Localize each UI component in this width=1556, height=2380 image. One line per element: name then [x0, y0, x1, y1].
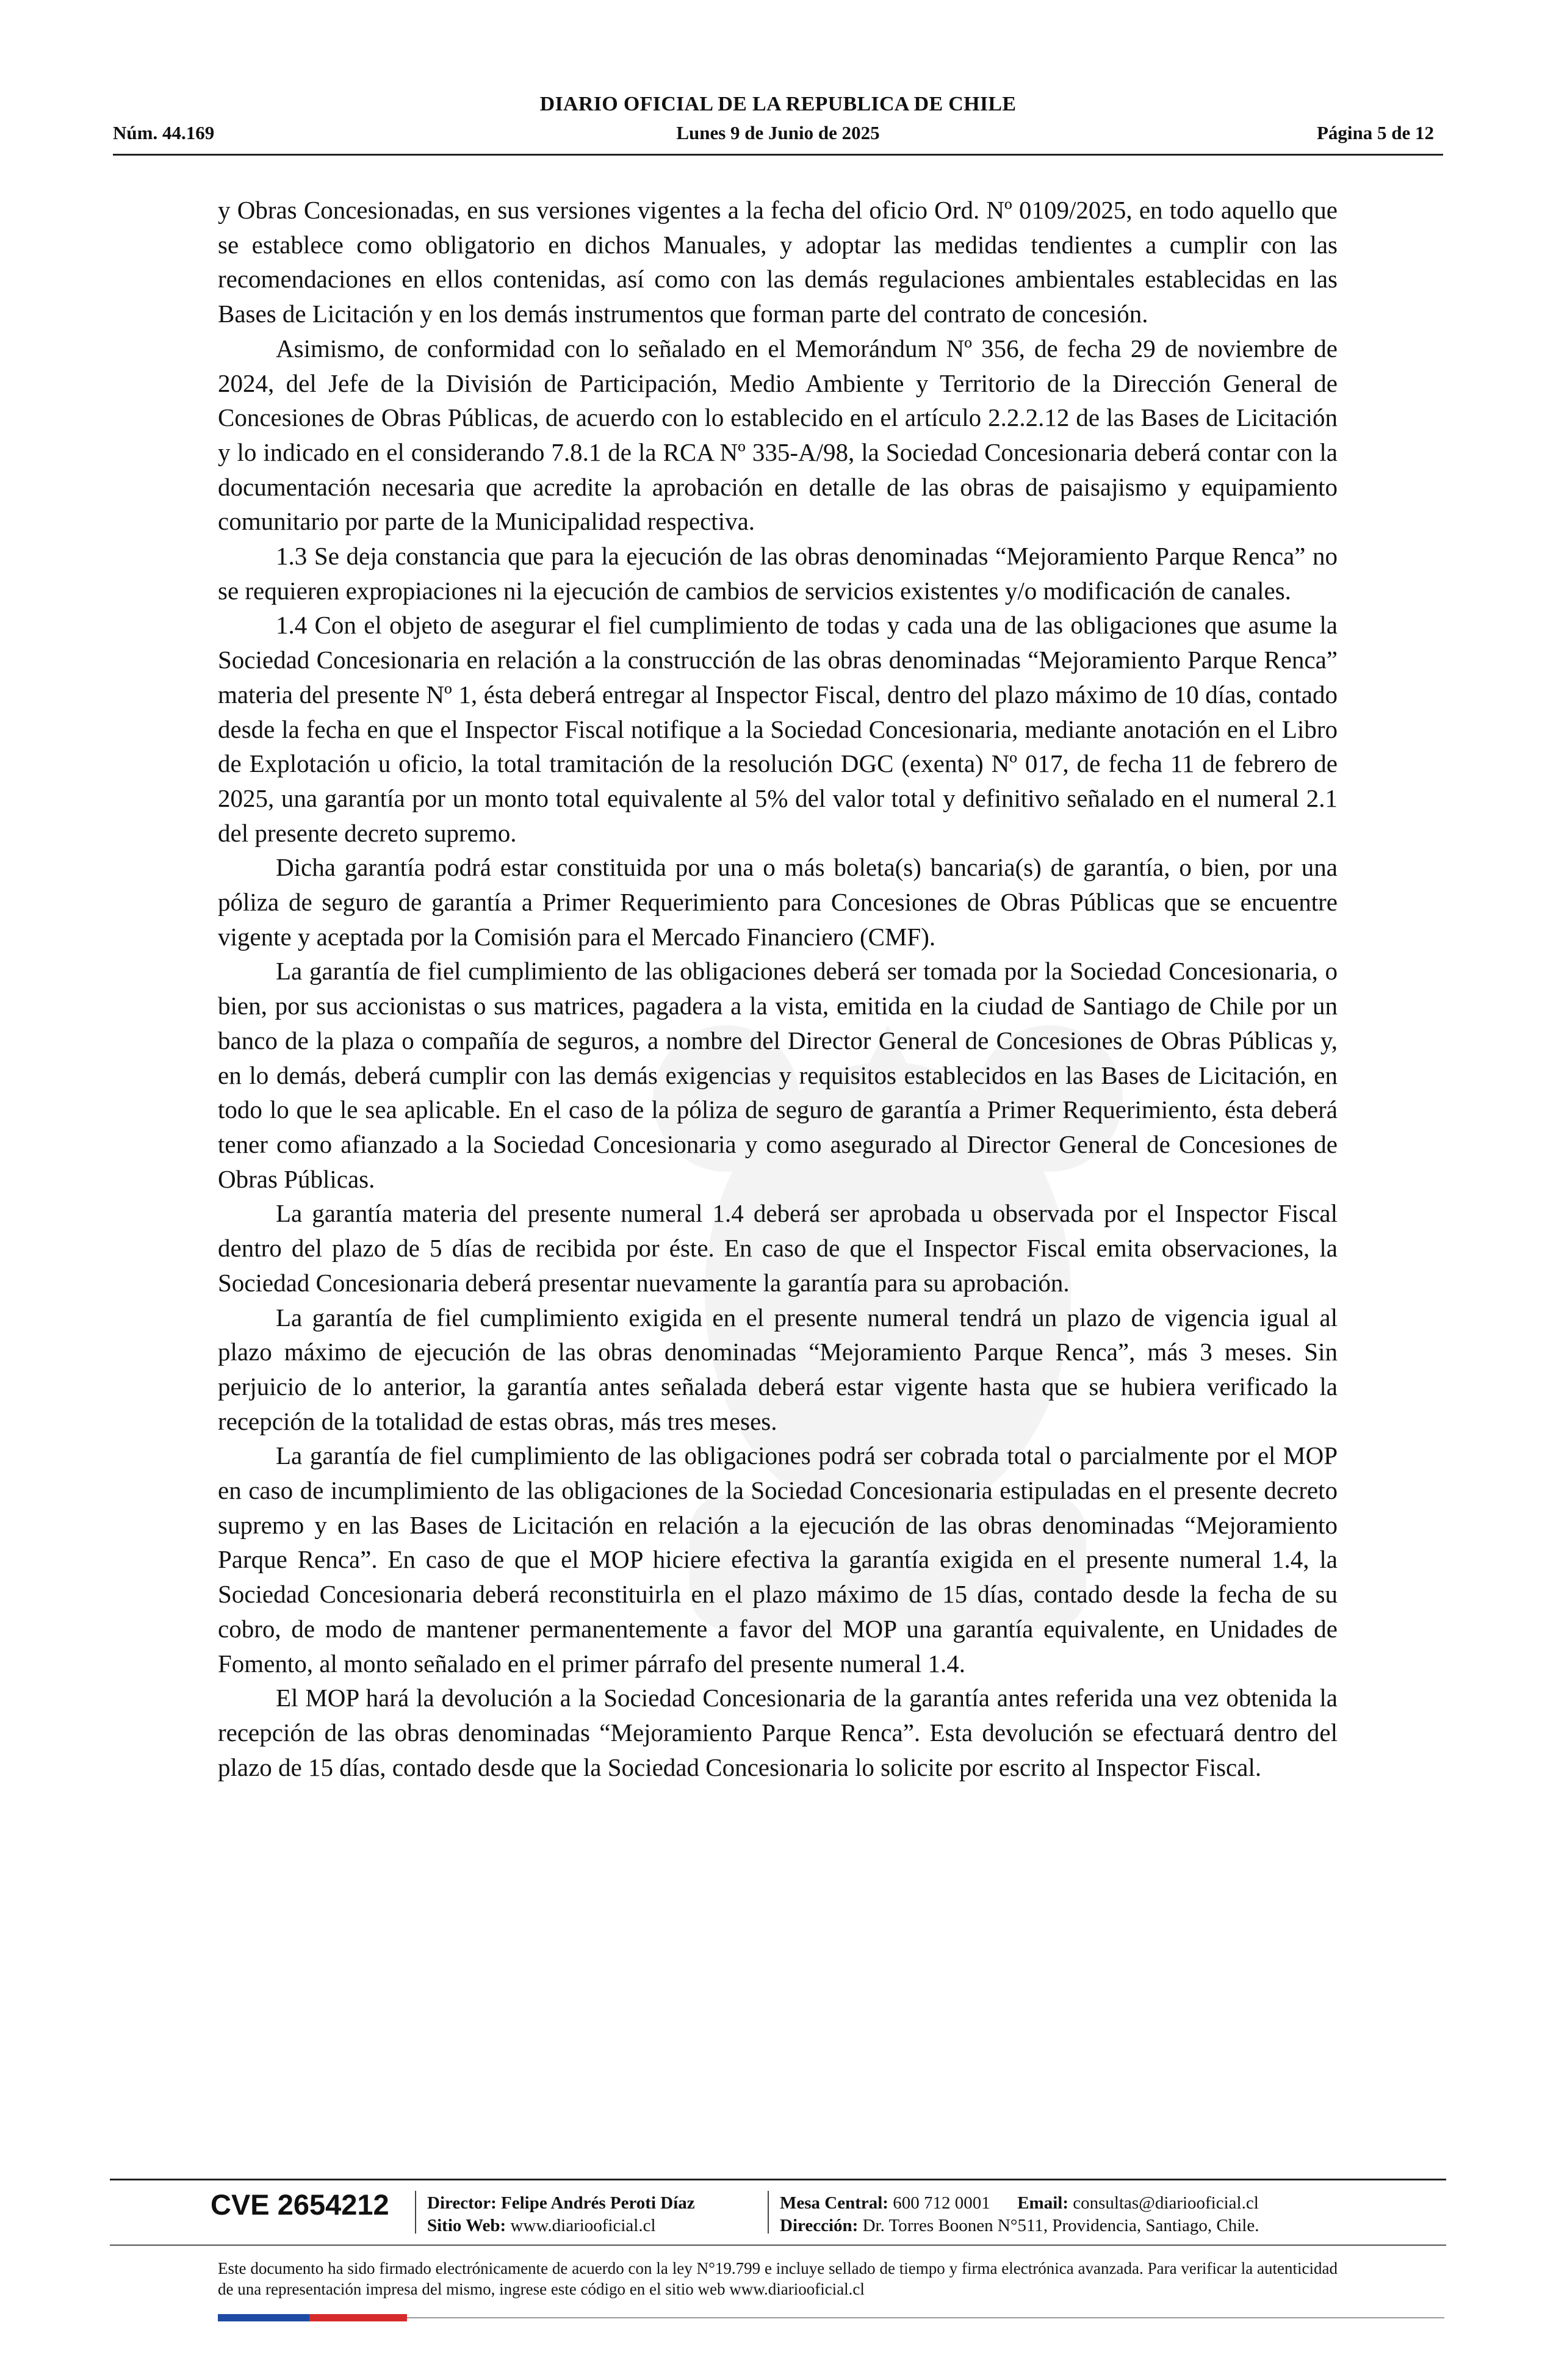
- paragraph: El MOP hará la devolución a la Sociedad Concesionaria de la garantía antes referida una vez obtenida la recepción de las obras denominadas “Mejoramiento Parque Renca”. Esta devolución se efectuará dentro del plazo de 15 días, contado desde que la Sociedad Concesionaria lo solicite por escrito al Inspector Fiscal.: [218, 1684, 1338, 1781]
- footer-separator: [768, 2191, 769, 2234]
- address-label: Dirección:: [780, 2216, 859, 2235]
- paragraph: Asimismo, de conformidad con lo señalado en el Memorándum Nº 356, de fecha 29 de noviembre de 2024, del Jefe de la División de Participación, Medio Ambiente y Territorio de la Dirección General de Concesiones de Obras Públicas, de acuerdo con lo establecido en el artículo 2.2.2.12 de las Bases de Licitación y lo indicado en el considerando 7.8.1 de la RCA Nº 335-A/98, la Sociedad Concesionaria deberá contar con la documentación necesaria que acredite la aprobación en detalle de las obras de paisajismo y equipamiento comunitario por parte de la Municipalidad respectiva.: [218, 334, 1338, 536]
- mesa-phone: 600 712 0001: [893, 2193, 990, 2213]
- director-name: Felipe Andrés Peroti Díaz: [501, 2193, 695, 2213]
- director-label: Director:: [427, 2193, 497, 2213]
- website-link[interactable]: www.diariooficial.cl: [510, 2216, 656, 2235]
- legal-notice: Este documento ha sido firmado electrónicamente de acuerdo con la ley N°19.799 e incluye sellado de tiempo y firma electrónica avanzada. Para verificar la autenticidad de una representación impresa del mismo, ingrese este código en el sitio web www.diariooficial.cl: [218, 2259, 1338, 2298]
- contact-info: [780, 2193, 1259, 2213]
- footer-divider: [110, 2179, 1446, 2180]
- footer-bottom-rule: [407, 2317, 1444, 2318]
- gazette-title: DIARIO OFICIAL DE LA REPUBLICA DE CHILE: [539, 93, 1017, 115]
- address-info: [780, 2216, 1259, 2236]
- website-label: Sitio Web:: [427, 2216, 506, 2235]
- email-link[interactable]: consultas@diariooficial.cl: [1073, 2193, 1259, 2213]
- director-info: [427, 2193, 695, 2213]
- flag-color-bar: [218, 2314, 407, 2321]
- paragraph: La garantía de fiel cumplimiento de las obligaciones podrá ser cobrada total o parcialmente por el MOP en caso de incumplimiento de las obligaciones de la Sociedad Concesionaria estipuladas en el presente decreto supremo y en las Bases de Licitación en relación a la ejecución de las obras denominadas “Mejoramiento Parque Renca”. En caso de que el MOP hiciere efectiva la garantía exigida en el presente numeral 1.4, la Sociedad Concesionaria deberá reconstituirla en el plazo máximo de 15 días, contado desde la fecha de su cobro, de modo de mantener permanentemente a favor del MOP una garantía equivalente, en Unidades de Fomento, al monto señalado en el primer párrafo del presente numeral 1.4.: [218, 1441, 1338, 1678]
- paragraph: y Obras Concesionadas, en sus versiones vigentes a la fecha del oficio Ord. Nº 0109/2025, en todo aquello que se establece como obligatorio en dichos Manuales, y adoptar las medidas tendientes a cumplir con las recomendaciones en ellos contenidas, así como con las demás regulaciones ambientales establecidas en las Bases de Licitación y en los demás instrumentos que forman parte del contrato de concesión.: [218, 196, 1338, 328]
- paragraph: La garantía materia del presente numeral 1.4 deberá ser aprobada u observada por el Inspector Fiscal dentro del plazo de 5 días de recibida por éste. En caso de que el Inspector Fiscal emita observaciones, la Sociedad Concesionaria deberá presentar nuevamente la garantía para su aprobación.: [218, 1199, 1338, 1297]
- paragraph-1-4: 1.4 Con el objeto de asegurar el fiel cumplimiento de todas y cada una de las obligaciones que asume la Sociedad Concesionaria en relación a la construcción de las obras denominadas “Mejoramiento Parque Renca” materia del presente Nº 1, ésta deberá entregar al Inspector Fiscal, dentro del plazo máximo de 10 días, contado desde la fecha en que el Inspector Fiscal notifique a la Sociedad Concesionaria, mediante anotación en el Libro de Explotación u oficio, la total tramitación de la resolución DGC (exenta) Nº 017, de fecha 11 de febrero de 2025, una garantía por un monto total equivalente al 5% del valor total y definitivo señalado en el numeral 2.1 del presente decreto supremo.: [218, 611, 1338, 847]
- website-info: [427, 2216, 656, 2236]
- mesa-label: Mesa Central:: [780, 2193, 888, 2213]
- paragraph: La garantía de fiel cumplimiento exigida en el presente numeral tendrá un plazo de vigencia igual al plazo máximo de ejecución de las obras denominadas “Mejoramiento Parque Renca”, más 3 meses. Sin perjuicio de lo anterior, la garantía antes señalada deberá estar vigente hasta que se hubiera verificado la recepción de la totalidad de estas obras, más tres meses.: [218, 1303, 1338, 1435]
- page-indicator: Página 5 de 12: [1316, 122, 1434, 143]
- address-value: Dr. Torres Boonen N°511, Providencia, Santiago, Chile.: [862, 2216, 1259, 2235]
- paragraph: La garantía de fiel cumplimiento de las obligaciones deberá ser tomada por la Sociedad Concesionaria, o bien, por sus accionistas o sus matrices, pagadera a la vista, emitida en la ciudad de Santiago de Chile por un banco de la plaza o compañía de seguros, a nombre del Director General de Concesiones de Obras Públicas y, en lo demás, deberá cumplir con las demás exigencias y requisitos establecidos en las Bases de Licitación, en todo lo que le sea aplicable. En el caso de la póliza de seguro de garantía a Primer Requerimiento, ésta deberá tener como afianzado a la Sociedad Concesionaria y como asegurado al Director General de Concesiones de Obras Públicas.: [218, 957, 1338, 1193]
- paragraph-1-3: 1.3 Se deja constancia que para la ejecución de las obras denominadas “Mejoramiento Parque Renca” no se requieren expropiaciones ni la ejecución de cambios de servicios existentes y/o modificación de canales.: [218, 542, 1338, 605]
- paragraph: Dicha garantía podrá estar constituida por una o más boleta(s) bancaria(s) de garantía, o bien, por una póliza de seguro de garantía a Primer Requerimiento para Concesiones de Obras Públicas que se encuentre vigente y aceptada por la Comisión para el Mercado Financiero (CMF).: [218, 853, 1338, 951]
- header-divider: [113, 154, 1443, 156]
- cve-code: CVE 2654212: [211, 2188, 389, 2221]
- issue-date: Lunes 9 de Junio de 2025: [676, 122, 880, 143]
- footer-divider: [110, 2245, 1446, 2246]
- flag-blue-segment: [218, 2314, 309, 2321]
- footer-separator: [415, 2191, 416, 2234]
- document-body: [218, 193, 1338, 1784]
- flag-red-segment: [309, 2314, 407, 2321]
- email-label: Email:: [1017, 2193, 1068, 2213]
- issue-number: Núm. 44.169: [113, 122, 215, 143]
